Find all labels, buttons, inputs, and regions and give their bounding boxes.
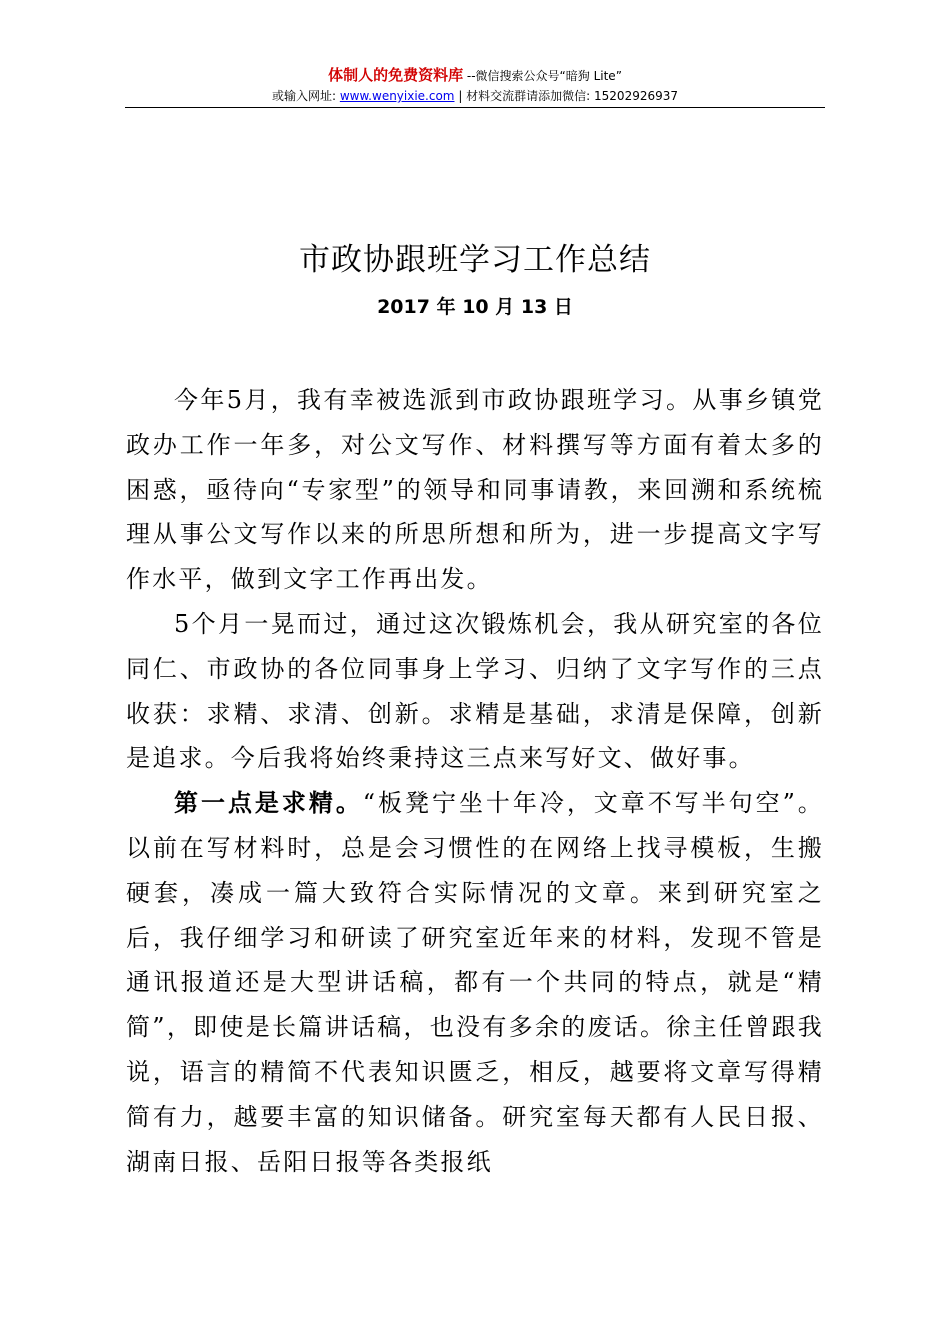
page-header <box>125 64 825 105</box>
paragraph-1: 今年5月，我有幸被选派到市政协跟班学习。从事乡镇党政办工作一年多，对公文写作、材料撰写等方面有着太多的困惑，亟待向“专家型”的领导和同事请教，来回溯和系统梳理从事公文写作以来的所思所想和所为，进一步提高文字写作水平，做到文字工作再出发。 <box>126 386 824 594</box>
header-note: --微信搜索公众号“暗狗 Lite” <box>463 69 622 83</box>
paragraph-2: 5个月一晃而过，通过这次锻炼机会，我从研究室的各位同仁、市政协的各位同事身上学习、归纳了文字写作的三点收获：求精、求清、创新。求精是基础，求清是保障，创新是追求。今后我将始终秉持这三点来写好文、做好事。 <box>126 609 824 773</box>
section-1-text: “板凳宁坐十年冷，文章不写半句空”。以前在写材料时，总是会习惯性的在网络上找寻模板，生搬硬套，凑成一篇大致符合实际情况的文章。来到研究室之后，我仔细学习和研读了研究室近年来的材料，发现不管是通讯报道还是大型讲话稿，都有一个共同的特点，就是“精简”，即使是长篇讲话稿，也没有多余的废话。徐主任曾跟我说，语言的精简不代表知识匮乏，相反，越要将文章写得精简有力，越要丰富的知识储备。研究室每天都有人民日报、湖南日报、岳阳日报等各类报纸 <box>126 789 825 1176</box>
website-link[interactable]: www.wenyixie.com <box>339 89 455 103</box>
document-date: 2017 年 10 月 13 日 <box>377 296 573 318</box>
document-body <box>126 378 824 1184</box>
contact-info: | 材料交流群请添加微信: 15202926937 <box>454 89 679 103</box>
header-line-2 <box>125 87 825 105</box>
url-prefix: 或输入网址: <box>271 89 340 103</box>
header-divider <box>125 107 825 108</box>
paragraph-3 <box>126 781 824 1184</box>
brand-name: 体制人的免费资料库 <box>328 66 464 84</box>
section-1-heading: 第一点是求精。 <box>174 788 363 818</box>
document-title: 市政协跟班学习工作总结 <box>299 242 651 278</box>
header-line-1 <box>125 64 825 87</box>
